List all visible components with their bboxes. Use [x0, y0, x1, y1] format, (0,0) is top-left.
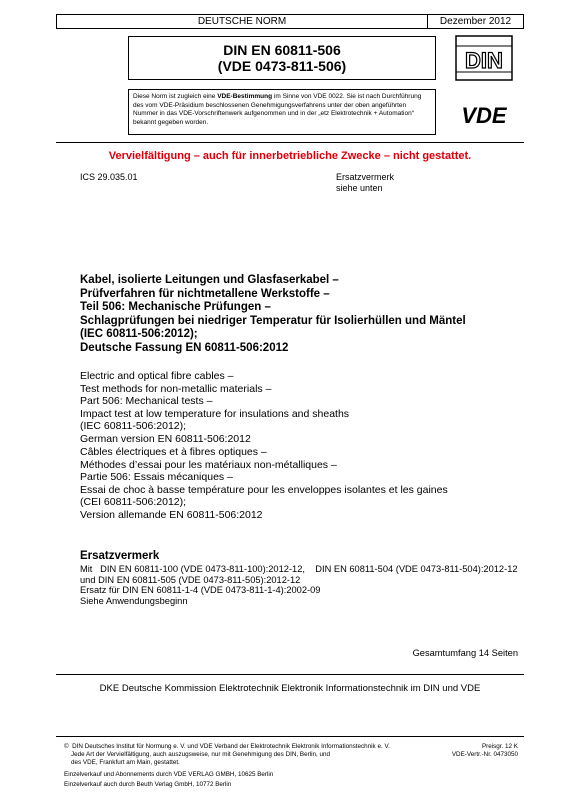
- price-info: [452, 743, 518, 759]
- header-date: Dezember 2012: [439, 16, 512, 27]
- header-standard-type: DEUTSCHE NORM: [57, 15, 428, 28]
- din-logo: [454, 34, 514, 82]
- vde-logo-text: VDE: [461, 104, 507, 126]
- order-number: VDE-Vertr.-Nr. 0473050: [451, 751, 518, 759]
- divider-dke-top: [56, 674, 524, 675]
- standard-number: DIN EN 60811-506: [223, 42, 341, 58]
- title-german: Kabel, isolierte Leitungen und Glasfaserkabel – Prüfverfahren für nichtmetallene Werkstoffe – Teil 506: Mechanische Prüfungen – Schlagprüfungen bei niedriger Temperatur für Isolierhüllen und Mäntel (IEC 60811-506:2012); Deutsche Fassung EN 60811-506:2012: [80, 274, 466, 354]
- divider-footer: [56, 736, 524, 737]
- standard-number-box: [128, 36, 436, 80]
- replacement-details: Mit DIN EN 60811-100 (VDE 0473-811-100):2012-12, DIN EN 60811-504 (VDE 0473-811-504):2012-12 und DIN EN 60811-505 (VDE 0473-811-505):2012-12 Ersatz für DIN EN 60811-1-4 (VDE 0473-811-1-4):2002-09 Siehe Anwendungsbeginn: [80, 564, 518, 606]
- price-group: Preisgr. 12 K: [481, 743, 518, 750]
- sales-info: Einzelverkauf und Abonnements durch VDE VERLAG GMBH, 10625 Berlin Einzelverkauf auch durch Beuth Verlag GmbH, 10772 Berlin: [64, 771, 274, 788]
- copyright-notice: © DIN Deutsches Institut für Normung e. V. und VDE Verband der Elektrotechnik Elektronik Informationstechnik e. V. Jede Art der Vervielfältigung, auch auszugsweise, nur mit Genehmigung des DIN, Berlin, und des VDE, Frankfurt am Main, gestattet.: [64, 743, 390, 767]
- din-logo-text: DIN: [465, 48, 503, 73]
- title-french: Câbles électriques et à fibres optiques – Méthodes d’essai pour les matériaux non-métalliques – Partie 506: Essais mécaniques – Essai de choc à basse température pour les enveloppes isolantes et les gaines (CEI 60811-506:2012); Version allemande EN 60811-506:2012: [80, 446, 448, 521]
- divider-top: [56, 142, 524, 143]
- reproduction-warning: Vervielfältigung – auch für innerbetriebliche Zwecke – nicht gestattet.: [108, 150, 472, 162]
- ics-code: ICS 29.035.01: [80, 172, 138, 182]
- total-pages: Gesamtumfang 14 Seiten: [412, 648, 518, 658]
- replacement-heading: Ersatzvermerk: [80, 550, 160, 562]
- header-bar: [56, 14, 524, 29]
- vde-logo: [449, 104, 519, 126]
- vde-number: (VDE 0473-811-506): [217, 58, 347, 74]
- vde-notice: Diese Norm ist zugleich eine VDE-Bestimmung im Sinne von VDE 0022. Sie ist nach Durchführung des vom VDE-Präsidium beschlossenen Genehmigungsverfahrens unter der oben angeführten Nummer in das VDE-Vorschriftenwerk aufgenommen und in der „etz Elektrotechnik + Automation“ bekannt gegeben worden.: [128, 89, 436, 135]
- replacement-note-ref: Ersatzvermerk siehe unten: [336, 172, 395, 193]
- dke-line: DKE Deutsche Kommission Elektrotechnik Elektronik Informationstechnik im DIN und VDE: [99, 683, 481, 694]
- title-english: Electric and optical fibre cables – Test methods for non-metallic materials – Part 506: Mechanical tests – Impact test at low temperature for insulations and sheaths (IEC 60811-506:2012); German version EN 60811-506:2012: [80, 370, 350, 445]
